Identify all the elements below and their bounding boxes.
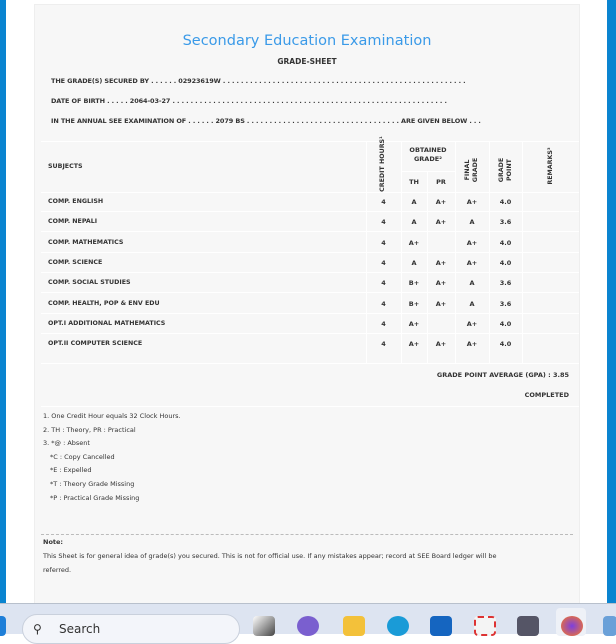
edge-icon[interactable] xyxy=(387,616,409,636)
credit-hours: 4 xyxy=(381,258,386,267)
subject-name: COMP. NEPALI xyxy=(48,218,98,226)
footnote: 3. *@ : Absent xyxy=(43,439,90,447)
camera-icon[interactable] xyxy=(517,616,539,636)
footnote: *C : Copy Cancelled xyxy=(50,453,115,461)
store-icon[interactable] xyxy=(430,616,452,636)
task-view-icon[interactable] xyxy=(253,616,275,636)
header-credit-hours: CREDIT HOURS¹ xyxy=(379,136,386,192)
page-title: Secondary Education Examination xyxy=(182,33,432,49)
theory-grade: A+ xyxy=(408,340,420,349)
gpa: GRADE POINT AVERAGE (GPA) : 3.85 xyxy=(436,371,569,379)
credit-hours: 4 xyxy=(381,299,386,308)
grade-point: 4.0 xyxy=(499,258,512,267)
final-grade: A+ xyxy=(466,319,478,328)
final-grade: A+ xyxy=(466,198,478,206)
grade-point: 4.0 xyxy=(499,340,512,349)
teams-icon[interactable] xyxy=(297,616,319,636)
row-divider xyxy=(41,211,579,212)
header-final-grade: FINAL GRADE xyxy=(464,157,479,183)
subject-name: COMP. SOCIAL STUDIES xyxy=(48,279,131,287)
grade-point: 4.0 xyxy=(499,198,512,206)
grade-sheet xyxy=(34,4,580,604)
theory-grade: A+ xyxy=(408,319,420,328)
subject-name: OPT.II COMPUTER SCIENCE xyxy=(48,340,143,348)
search-label: Search xyxy=(59,622,101,636)
result-status: COMPLETED xyxy=(524,391,569,399)
exam-year: IN THE ANNUAL SEE EXAMINATION OF . . . . . . 2079 BS . . . . . . . . . . . . . . . . . . . . . . . . . . . . . . . . . . ARE GIVEN BELOW . . . xyxy=(51,117,481,125)
row-divider xyxy=(41,231,579,232)
file-explorer-icon[interactable] xyxy=(343,616,365,636)
row-divider xyxy=(41,252,579,253)
grade-point: 4.0 xyxy=(499,238,512,247)
grade-point: 3.6 xyxy=(499,218,512,227)
theory-grade: A xyxy=(411,258,417,267)
row-divider xyxy=(41,292,579,293)
header-subjects: SUBJECTS xyxy=(48,163,83,170)
taskbar-search[interactable] xyxy=(22,614,240,644)
header-remarks: REMARKS³ xyxy=(547,147,554,185)
window-edge-right xyxy=(607,0,616,603)
search-icon: ⚲ xyxy=(33,622,42,636)
row-divider xyxy=(41,313,579,314)
theory-grade: B+ xyxy=(408,299,420,308)
start-icon[interactable] xyxy=(0,616,6,636)
note-label: Note: xyxy=(43,538,64,546)
final-grade: A+ xyxy=(466,238,478,247)
theory-grade: A xyxy=(411,198,417,206)
credit-hours: 4 xyxy=(381,340,386,349)
footnote: *P : Practical Grade Missing xyxy=(50,494,140,502)
footnote: *T : Theory Grade Missing xyxy=(50,480,135,488)
header-grade-point: GRADE POINT xyxy=(498,157,513,183)
subject-name: OPT.I ADDITIONAL MATHEMATICS xyxy=(48,319,166,327)
practical-grade: A+ xyxy=(435,258,447,267)
taskbar xyxy=(0,603,616,634)
final-grade: A xyxy=(469,279,475,288)
grade-point: 4.0 xyxy=(499,319,512,328)
final-grade: A xyxy=(469,218,475,227)
subject-name: COMP. SCIENCE xyxy=(48,258,103,266)
sheet-subtitle: GRADE-SHEET xyxy=(277,57,337,66)
final-grade: A+ xyxy=(466,258,478,267)
grade-point: 3.6 xyxy=(499,279,512,288)
credit-hours: 4 xyxy=(381,238,386,247)
footnote: *E : Expelled xyxy=(50,466,92,474)
grade-point: 3.6 xyxy=(499,299,512,308)
subject-name: COMP. ENGLISH xyxy=(48,198,104,205)
practical-grade: A+ xyxy=(435,279,447,288)
snipping-tool-icon[interactable] xyxy=(474,616,496,636)
credit-hours: 4 xyxy=(381,279,386,288)
practical-grade: A+ xyxy=(435,299,447,308)
header-obtained-grade: OBTAINED GRADE² xyxy=(409,146,447,163)
note-text-cont: referred. xyxy=(43,566,72,574)
theory-grade: A xyxy=(411,218,417,227)
subject-name: COMP. MATHEMATICS xyxy=(48,238,124,246)
window-edge-left xyxy=(0,0,6,603)
header-th: TH xyxy=(409,178,419,186)
credit-hours: 4 xyxy=(381,198,386,206)
practical-grade: A+ xyxy=(435,218,447,227)
theory-grade: A+ xyxy=(408,238,420,247)
row-divider xyxy=(41,333,579,334)
practical-grade: A+ xyxy=(435,198,447,206)
secured-by: THE GRADE(S) SECURED BY . . . . . . 02923619W . . . . . . . . . . . . . . . . . . . . . . . . . . . . . . . . . . . . . . . . . . . . . . . . . . . . . . xyxy=(51,77,466,85)
credit-hours: 4 xyxy=(381,218,386,227)
final-grade: A xyxy=(469,299,475,308)
date-of-birth: DATE OF BIRTH . . . . . 2064-03-27 . . . . . . . . . . . . . . . . . . . . . . . . . . . . . . . . . . . . . . . . . . . . . . . . . . . . . . . . . . . . . xyxy=(51,97,447,105)
credit-hours: 4 xyxy=(381,319,386,328)
note-text: This Sheet is for general idea of grade(s) you secured. This is not for official use. If any mistakes appear; record at SEE Board ledger will be xyxy=(43,552,497,560)
calculator-icon[interactable] xyxy=(603,616,616,636)
footnote: 1. One Credit Hour equals 32 Clock Hours. xyxy=(43,412,181,420)
practical-grade: A+ xyxy=(435,340,447,349)
theory-grade: B+ xyxy=(408,279,420,288)
header-pr: PR xyxy=(436,178,446,186)
footnote: 2. TH : Theory, PR : Practical xyxy=(43,426,136,434)
row-divider xyxy=(41,272,579,273)
subject-name: COMP. HEALTH, POP & ENV EDU xyxy=(48,299,160,307)
final-grade: A+ xyxy=(466,340,478,349)
firefox-icon[interactable] xyxy=(561,616,583,636)
